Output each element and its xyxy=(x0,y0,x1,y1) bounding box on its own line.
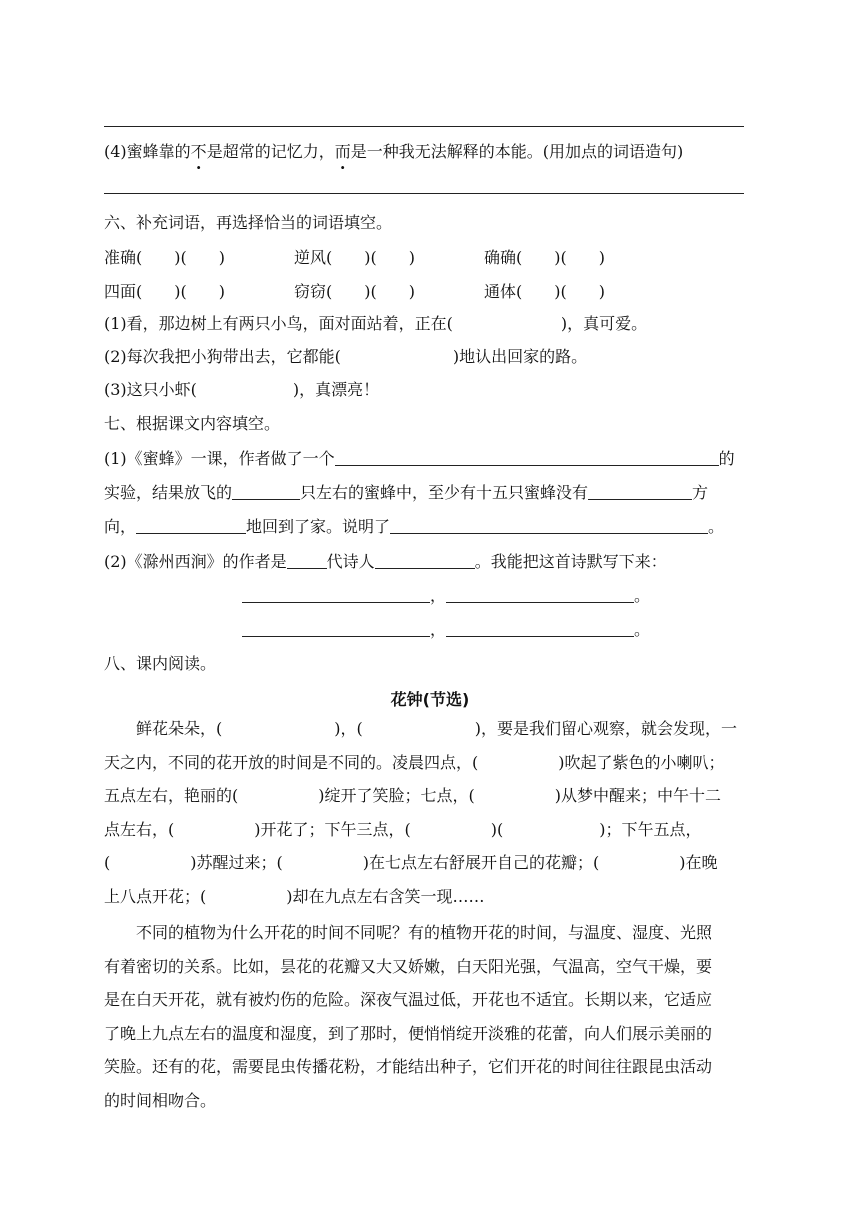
passage-line: 不同的植物为什么开花的时间不同呢？有的植物开花的时间，与温度、湿度、光照 xyxy=(136,923,713,942)
word-item: 窃窃( )( ) xyxy=(294,282,415,301)
answer-line-q4 xyxy=(104,193,744,194)
answer-blank[interactable] xyxy=(232,483,300,500)
section-6-heading: 六、补充词语，再选择恰当的词语填空。 xyxy=(104,213,393,232)
passage-paragraph-1 xyxy=(104,712,754,914)
answer-blank[interactable] xyxy=(390,517,708,534)
passage-paragraph-2 xyxy=(104,916,754,1118)
question-4: (4)蜜蜂靠的不是超常的记忆力，而是一种我无法解释的本能。(用加点的词语造句) xyxy=(104,142,684,161)
passage-line: 五点左右，艳丽的( )绽开了笑脸；七点，( )从梦中醒来；中午十二 xyxy=(104,786,721,806)
word-item: 准确( )( ) xyxy=(104,248,225,267)
section-8-heading: 八、课内阅读。 xyxy=(104,654,217,673)
answer-blank[interactable] xyxy=(335,449,719,466)
answer-blank[interactable] xyxy=(375,552,475,569)
poem-line-1: ， 。 xyxy=(242,586,650,606)
answer-line-top xyxy=(104,126,744,127)
passage-line: ( )苏醒过来；( )在七点左右舒展开自己的花瓣；( )在晚 xyxy=(104,853,718,873)
fill-sentence-3: (3)这只小虾( )，真漂亮！ xyxy=(104,380,380,399)
fill-line-2: 实验，结果放飞的 只左右的蜜蜂中，至少有十五只蜜蜂没有 方 xyxy=(104,483,709,502)
answer-blank[interactable] xyxy=(446,586,634,603)
passage-line: 点左右，( )开花了；下午三点，( )( )；下午五点， xyxy=(104,819,702,839)
answer-blank[interactable] xyxy=(446,620,634,637)
fill-sentence-1: (1)看，那边树上有两只小鸟，面对面站着，正在( )，真可爱。 xyxy=(104,314,648,333)
answer-blank[interactable] xyxy=(287,552,327,569)
answer-blank[interactable] xyxy=(588,483,692,500)
fill-line-3: 向， 地回到了家。说明了 。 xyxy=(104,517,725,536)
poem-line-2: ， 。 xyxy=(242,620,650,640)
passage-title: 花钟(节选) xyxy=(390,690,470,709)
passage-line: 了晚上九点左右的温度和湿度，到了那时，便悄悄绽开淡雅的花蕾，向人们展示美丽的 xyxy=(104,1023,713,1043)
dotted-char-1: 不 xyxy=(190,142,207,161)
word-item: 确确( )( ) xyxy=(484,248,605,267)
answer-blank[interactable] xyxy=(242,620,430,637)
passage-line: 是在白天开花，就有被灼伤的危险。深夜气温过低，开花也不适宜。长期以来，它适应 xyxy=(104,990,713,1010)
word-item: 四面( )( ) xyxy=(104,282,225,301)
passage-line: 的时间相吻合。 xyxy=(104,1090,217,1110)
passage-line: 笑脸。还有的花，需要昆虫传播花粉，才能结出种子，它们开花的时间往往跟昆虫活动 xyxy=(104,1057,713,1077)
passage-line: 天之内，不同的花开放的时间是不同的。凌晨四点，( )吹起了紫色的小喇叭； xyxy=(104,752,725,772)
answer-blank[interactable] xyxy=(136,517,246,534)
passage-line: 鲜花朵朵，( )，( )，要是我们留心观察，就会发现，一 xyxy=(136,719,737,738)
passage-line: 上八点开花；( )却在九点左右含笑一现…… xyxy=(104,886,485,906)
fill-line-4: (2)《滁州西涧》的作者是 代诗人 。我能把这首诗默写下来： xyxy=(104,552,667,571)
word-item: 通体( )( ) xyxy=(484,282,605,301)
answer-blank[interactable] xyxy=(242,586,430,603)
passage-line: 有着密切的关系。比如，昙花的花瓣又大又娇嫩，白天阳光强，气温高，空气干燥，要 xyxy=(104,956,713,976)
dotted-char-2: 而 xyxy=(334,142,351,161)
section-7-heading: 七、根据课文内容填空。 xyxy=(104,414,281,433)
fill-line-1: (1)《蜜蜂》一课，作者做了一个 的 xyxy=(104,449,735,468)
fill-sentence-2: (2)每次我把小狗带出去，它都能( )地认出回家的路。 xyxy=(104,347,588,366)
word-item: 逆风( )( ) xyxy=(294,248,415,267)
